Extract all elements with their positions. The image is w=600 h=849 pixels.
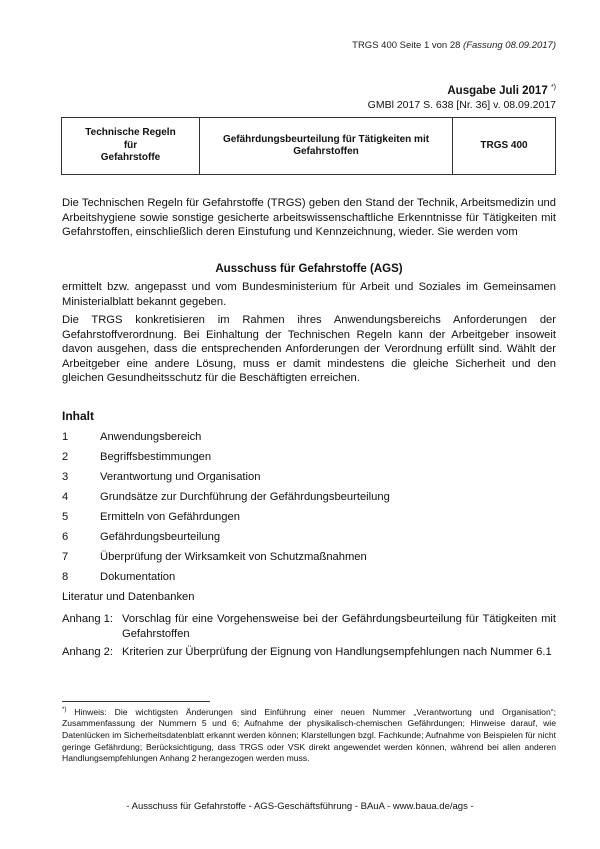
footnote-text: Hinweis: Die wichtigsten Änderungen sind Einführung einer neuen Nummer „Verantwortung und Organisation“; Zusammenfassung der Nummern 5 und 6; Aufnahme der physikalisch-chemischen Gefährdungen; Hinweise darauf, wie Datenlücken im Sicherheitsdatenblatt erkannt werden können; Klarstellungen bzgl. Fachkunde; Aufnahme von Beispielen für nicht geringe Gefährdung; Berücksichtigung, dass TRGS oder VSK direkt angewendet werden können, während bei allen anderen Handlungsempfehlungen Anhang 2 herangezogen werden muss. <box>62 706 556 764</box>
annex-label: Anhang 1: <box>62 613 114 625</box>
annex-2[interactable] <box>62 645 556 675</box>
toc-text: Gefährdungsbeurteilung <box>100 531 221 543</box>
toc-text: Begriffsbestimmungen <box>100 451 212 463</box>
footnote-mark: *) <box>62 707 67 713</box>
title-table-right: TRGS 400 <box>453 118 556 175</box>
title-table-left <box>62 118 200 175</box>
toc-number: 3 <box>62 471 69 483</box>
toc-number: 1 <box>62 431 69 443</box>
intro-paragraph-1: Die Technischen Regeln für Gefahrstoffe (TRGS) geben den Stand der Technik, Arbeitsmedizin und Arbeitshygiene sowie sonstige gesicherte arbeitswissenschaftliche Erkenntnisse für Tätigkeiten mit Gefahrstoffen, einschließlich deren Einstufung und Kennzeichnung, wieder. Sie werden vom <box>62 197 556 238</box>
toc-number: 6 <box>62 531 69 543</box>
issue-date <box>447 84 556 97</box>
toc-text: Überprüfung der Wirksamkeit von Schutzmaßnahmen <box>100 551 367 563</box>
contents-title: Inhalt <box>62 409 94 423</box>
toc-number: 7 <box>62 551 69 563</box>
issue-footnote-mark: *) <box>550 84 556 91</box>
toc-number: 4 <box>62 491 69 503</box>
title-left-line-1: Technische Regeln <box>85 127 176 139</box>
annex-text: Kriterien zur Überprüfung der Eignung von Handlungsempfehlungen nach Nummer 6.1 <box>122 646 552 658</box>
title-left-line-2: für <box>123 139 138 151</box>
ags-heading: Ausschuss für Gefahrstoffe (AGS) <box>215 263 403 275</box>
title-table <box>61 117 556 175</box>
annex-1[interactable] <box>62 612 556 642</box>
toc-text: Ermitteln von Gefährdungen <box>100 511 240 523</box>
issue-label: Ausgabe Juli 2017 <box>447 84 548 97</box>
footnote-separator <box>62 701 210 702</box>
toc-literature[interactable]: Literatur und Datenbanken <box>62 591 195 603</box>
title-left-line-3: Gefahrstoffe <box>100 152 161 164</box>
footnote <box>62 705 556 765</box>
toc-text: Grundsätze zur Durchführung der Gefährdungsbeurteilung <box>100 491 390 503</box>
title-table-center <box>200 118 453 175</box>
page-header <box>352 40 556 51</box>
page-footer: - Ausschuss für Gefahrstoffe - AGS-Geschäftsführung - BAuA - www.baua.de/ags - <box>126 801 474 812</box>
title-center-line-2: Gefahrstoffen <box>293 146 359 157</box>
page-info: TRGS 400 Seite 1 von 28 <box>352 40 461 51</box>
intro-paragraph-3: Die TRGS konkretisieren im Rahmen ihres Anwendungsbereichs Anforderungen der Gefahrstoffverordnung. Bei Einhaltung der Technischen Regeln kann der Arbeitgeber insoweit davon ausgehen, dass die entsprechenden Anforderungen der Verordnung erfüllt sind. Wählt der Arbeitgeber eine andere Lösung, muss er damit mindestens die gleiche Sicherheit und den gleichen Gesundheitsschutz für die Beschäftigten erreichen. <box>62 314 556 384</box>
toc-number: 2 <box>62 451 69 463</box>
toc-text: Dokumentation <box>100 571 176 583</box>
intro-paragraph-2: ermittelt bzw. angepasst und vom Bundesministerium für Arbeit und Soziales im Gemeinsamen Ministerialblatt bekannt gegeben. <box>62 281 556 308</box>
toc-number: 5 <box>62 511 69 523</box>
title-center-line-1: Gefährdungsbeurteilung für Tätigkeiten mit <box>222 133 430 145</box>
annex-label: Anhang 2: <box>62 646 114 658</box>
fassung-date: (Fassung 08.09.2017) <box>463 40 556 51</box>
gmbl-reference: GMBl 2017 S. 638 [Nr. 36] v. 08.09.2017 <box>367 99 556 111</box>
toc-text: Anwendungsbereich <box>100 431 202 443</box>
toc-number: 8 <box>62 571 69 583</box>
toc-text: Verantwortung und Organisation <box>100 471 261 483</box>
annex-text: Vorschlag für eine Vorgehensweise bei der Gefährdungsbeurteilung für Tätigkeiten mit Gefahrstoffen <box>122 613 556 640</box>
